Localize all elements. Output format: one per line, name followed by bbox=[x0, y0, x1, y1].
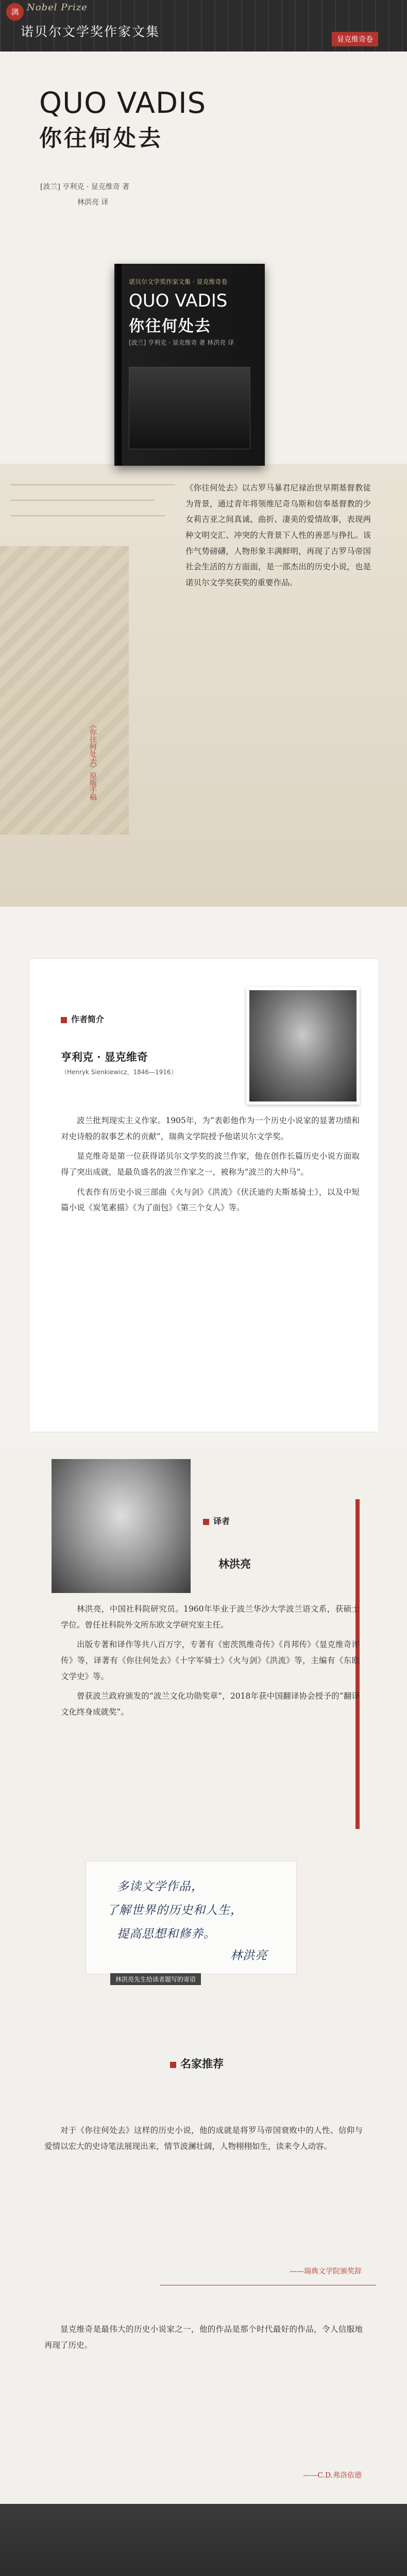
recommendation-heading-label: 名家推荐 bbox=[180, 2057, 224, 2070]
handwriting-caption: 林洪亮先生给读者题写的寄语 bbox=[110, 1973, 201, 1985]
recommendation-heading bbox=[170, 2056, 224, 2071]
series-header bbox=[0, 0, 407, 52]
manuscript-line bbox=[10, 500, 155, 501]
cover-latin-title: QUO VADIS bbox=[129, 291, 228, 311]
author-en-name: （Henryk Sienkiewicz，1846—1916） bbox=[61, 1069, 177, 1076]
recommendation-cite: ——瑞典文学院颁奖辞 bbox=[290, 2267, 362, 2276]
translator-name: 林洪亮 bbox=[218, 1557, 251, 1570]
translator-bio bbox=[61, 1601, 360, 1724]
cover-series: 诺贝尔文学奖作家文集 · 显克维奇卷 bbox=[129, 278, 228, 285]
translator-bio-paragraph: 林洪亮，中国社科院研究员。1960年毕业于波兰华沙大学波兰语文系，获硕士学位。曾任社科院外文所东欧文学研究室主任。 bbox=[61, 1604, 360, 1630]
series-script-title: Nobel Prize bbox=[27, 2, 88, 13]
manuscript-note: 《你往何处去》原版手稿 bbox=[89, 721, 97, 801]
handwriting-line: 了解世界的历史和人生， bbox=[107, 1904, 243, 1917]
author-credit: [波兰] 亨利克 · 显克维奇 著 bbox=[40, 183, 130, 191]
intro-text: 《你往何处去》以古罗马暴君尼禄治世早期基督教徒为背景，通过青年将领维尼奇乌斯和信奉基督教的少女莉吉亚之间真诚、曲折、凄美的爱情故事，表现两种文明交汇、冲突的大背景下人性的善恶与挣扎。该作气势磅礴，人物形象丰满鲜明，再现了古罗马帝国社会生活的方方面面，是一部杰出的历史小说，也是诺贝尔文学奖获奖的重要作品。 bbox=[185, 483, 371, 588]
cover-author: [波兰] 亨利克 · 显克维奇 著 林洪亮 译 bbox=[129, 339, 234, 346]
cover-chinese-title: 你往何处去 bbox=[129, 317, 211, 335]
handwriting-signature: 林洪亮 bbox=[230, 1949, 267, 1962]
author-bio-paragraph: 显克维奇是第一位获得诺贝尔文学奖的波兰作家，他在创作长篇历史小说方面取得了突出成就，是最负盛名的波兰作家之一，被称为“波兰的大仲马”。 bbox=[61, 1151, 360, 1177]
publisher-logo-icon: 漓 bbox=[6, 3, 24, 21]
translator-heading bbox=[203, 1515, 230, 1527]
handwriting-line: 多读文学作品， bbox=[117, 1880, 204, 1893]
author-bio bbox=[61, 1113, 360, 1220]
recommendation-cite: ——C.D.弗洛依德 bbox=[303, 2471, 362, 2480]
section-marker bbox=[203, 1519, 209, 1525]
manuscript-image bbox=[0, 546, 129, 835]
author-heading-label: 作者简介 bbox=[71, 1014, 105, 1024]
title-area bbox=[0, 52, 407, 268]
translator-portrait bbox=[52, 1459, 191, 1593]
handwriting-line: 提高思想和修养。 bbox=[117, 1927, 216, 1941]
translator-bio-paragraph: 曾获波兰政府颁发的“波兰文化功勋奖章”，2018年获中国翻译协会授予的“翻译文化终身成就奖”。 bbox=[61, 1691, 360, 1717]
translator-credit: 林洪亮 译 bbox=[77, 198, 109, 207]
recommendation-section bbox=[0, 1999, 407, 2576]
book-cover bbox=[114, 264, 265, 466]
series-title: 诺贝尔文学奖作家文集 bbox=[21, 24, 160, 39]
manuscript-line bbox=[10, 515, 165, 516]
author-bio-paragraph: 波兰批判现实主义作家。1905年，为“表彰他作为一个历史小说家的显著功绩和对史诗般的叙事艺术的贡献”，瑞典文学院授予他诺贝尔文学奖。 bbox=[61, 1116, 360, 1141]
translator-bio-paragraph: 出版专著和译作等共八百万字，专著有《密茨凯维奇传》《肖邦传》《显克维奇评传》等，译著有《你往何处去》《十字军骑士》《火与剑》《洪流》等，主编有《东欧文学史》等。 bbox=[61, 1640, 360, 1681]
handwritten-note bbox=[86, 1861, 297, 1974]
recommendation-quote: 显克维奇是最伟大的历史小说家之一，他的作品是那个时代最好的作品，令人信服地再现了历史。 bbox=[44, 2325, 363, 2350]
author-bio-paragraph: 代表作有历史小说三部曲《火与剑》《洪流》《伏沃迪约夫斯基骑士》，以及中短篇小说《炭笔素描》《为了面包》《第三个女人》等。 bbox=[61, 1187, 360, 1213]
recommendation-quote: 对于《你往何处去》这样的历史小说，他的成就是将罗马帝国衰败中的人性、信仰与爱情以宏大的史诗笔法展现出来，情节波澜壮阔，人物栩栩如生，读来令人动容。 bbox=[44, 2126, 363, 2151]
author-name: 亨利克 · 显克维奇 bbox=[61, 1050, 148, 1063]
cover-illustration bbox=[129, 367, 250, 449]
book-spine bbox=[116, 264, 122, 466]
book-chinese-title: 你往何处去 bbox=[39, 125, 163, 151]
section-marker bbox=[170, 2062, 176, 2068]
author-heading bbox=[61, 1013, 104, 1025]
manuscript-line bbox=[10, 484, 175, 485]
author-portrait bbox=[246, 987, 360, 1105]
translator-heading-label: 译者 bbox=[213, 1516, 230, 1526]
funeral-photo bbox=[0, 2504, 407, 2576]
section-marker bbox=[61, 1017, 67, 1023]
book-latin-title: QUO VADIS bbox=[39, 87, 207, 120]
volume-tag: 显克维奇卷 bbox=[332, 32, 378, 46]
